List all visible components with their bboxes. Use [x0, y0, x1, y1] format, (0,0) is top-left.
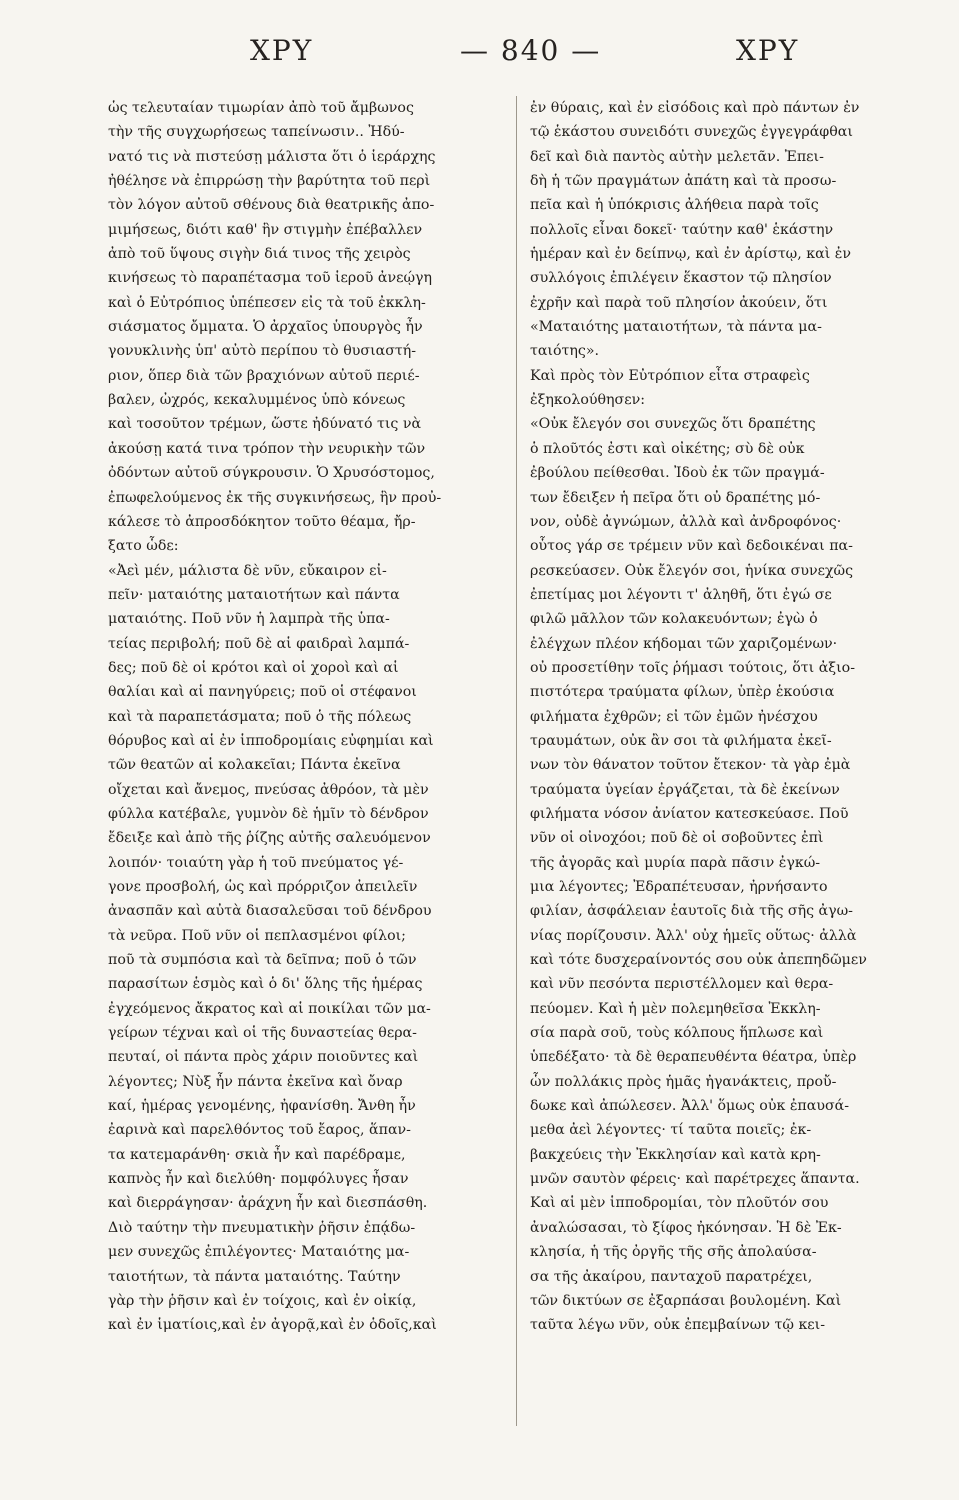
text-line: καὶ ἐν ἱματίοις,καὶ ἐν ἀγορᾷ,καὶ ἐν ὁδοῖς,καὶ — [108, 1317, 437, 1334]
text-line: ἐξηκολούθησεν: — [530, 392, 645, 409]
text-line: πολλοῖς εἶναι δοκεῖ· ταύτην καθ' ἑκάστην — [530, 221, 834, 238]
text-line: πεῖα καὶ ἡ ὑπόκρισις ἀλήθεια παρὰ τοῖς — [530, 197, 819, 214]
text-line: ἠθέλησε νὰ ἐπιρρώσῃ τὴν βαρύτητα τοῦ περὶ — [108, 173, 431, 190]
text-line: ὡς τελευταίαν τιμωρίαν ἀπὸ τοῦ ἄμβωνος — [108, 100, 414, 116]
text-line: οἴχεται καὶ ἄνεμος, πνεύσας ἀθρόον, τὰ μὲν — [108, 781, 429, 798]
text-line: ποῦ τὰ συμπόσια καὶ τὰ δεῖπνα; ποῦ ὁ τῶν — [108, 952, 417, 969]
text-line: των ἔδειξεν ἡ πεῖρα ὅτι οὐ δραπέτης μό- — [530, 489, 821, 506]
text-line: καί, ἡμέρας γενομένης, ἠφανίσθη. Ἄνθη ἦν — [108, 1098, 416, 1115]
text-line: καὶ τότε δυσχεραίνοντός σου οὐκ ἀπεπηδῶμεν — [530, 952, 867, 969]
text-line: ἐβούλου πείθεσθαι. Ἰδοὺ ἐκ τῶν πραγμά- — [530, 465, 825, 482]
text-line: γονε προσβολή, ὡς καὶ πρόρριζον ἀπειλεῖν — [108, 879, 418, 895]
text-line: βακχεύεις τὴν Ἐκκλησίαν καὶ κατὰ κρη- — [530, 1146, 821, 1163]
text-line: τὸν λόγον αὐτοῦ σθένους διὰ θεατρικῆς ἀπο- — [108, 197, 435, 214]
text-line: ἐγχεόμενος ἄκρατος καὶ αἱ ποικίλαι τῶν μα- — [108, 1000, 431, 1017]
text-line: τα κατεμαράνθη· σκιὰ ἦν καὶ παρέδραμε, — [108, 1146, 406, 1163]
text-line: λοιπόν· τοιαύτη γὰρ ἡ τοῦ πνεύματος γέ- — [108, 854, 404, 871]
text-line: πεύομεν. Καὶ ἡ μὲν πολεμηθεῖσα Ἐκκλη- — [530, 1000, 821, 1017]
header-left-keyword: ΧΡΥ — [250, 34, 314, 67]
text-line: γὰρ τὴν ῥῆσιν καὶ ἐν τοίχοις, καὶ ἐν οἰκίᾳ, — [108, 1292, 417, 1309]
left-column — [108, 96, 508, 1338]
text-line: γονυκλινὴς ὑπ' αὐτὸ περίπου τὸ θυσιαστή- — [108, 343, 417, 360]
text-line: νον, οὐδὲ ἀγνώμων, ἀλλὰ καὶ ἀνδροφόνος· — [530, 513, 842, 530]
text-line: νων τὸν θάνατον τοῦτον ἔτεκον· τὰ γὰρ ἐμὰ — [530, 757, 851, 774]
text-line: σιάσματος ὄμματα. Ὁ ἀρχαῖος ὑπουργὸς ἦν — [108, 319, 423, 336]
text-line: τῶν θεατῶν αἱ κολακεῖαι; Πάντα ἐκεῖνα — [108, 757, 401, 774]
text-line: καὶ ὁ Εὐτρόπιος ὑπέπεσεν εἰς τὰ τοῦ ἐκκλη- — [108, 294, 426, 311]
text-line: ὧν πολλάκις πρὸς ἡμᾶς ἠγανάκτεις, προὔ- — [530, 1073, 837, 1090]
text-line: νῦν οἱ οἰνοχόοι; ποῦ δὲ οἱ σοβοῦντες ἐπὶ — [530, 830, 824, 847]
text-line: πευταί, οἱ πάντα πρὸς χάριν ποιοῦντες καὶ — [108, 1049, 419, 1066]
text-line: βαλεν, ὠχρός, κεκαλυμμένος ὑπὸ κόνεως — [108, 392, 406, 409]
page-header — [100, 34, 880, 78]
text-line: λέγοντες; Νὺξ ἦν πάντα ἐκεῖνα καὶ ὄναρ — [108, 1073, 403, 1090]
text-line: ἡμέραν καὶ ἐν δείπνῳ, καὶ ἐν ἀρίστῳ, καὶ ἐν — [530, 246, 852, 263]
text-line: καὶ τὰ παραπετάσματα; ποῦ ὁ τῆς πόλεως — [108, 708, 412, 725]
text-line: σία παρὰ σοῦ, τοὺς κόλπους ἥπλωσε καὶ — [530, 1025, 824, 1042]
text-line: τῶν δικτύων σε ἐξαρπάσαι βουλομένη. Καὶ — [530, 1292, 842, 1309]
text-line: ἐλέγχων πλέον κήδομαι τῶν χαριζομένων· — [530, 635, 838, 652]
text-line: ἐπετίμας μοι λέγοντι τ' ἀληθῆ, ὅτι ἐγώ σε — [530, 586, 832, 603]
text-line: κλησία, ἡ τῆς ὀργῆς τῆς σῆς ἀπολαύσα- — [530, 1244, 817, 1261]
text-line: ριον, ὅπερ διὰ τῶν βραχιόνων αὐτοῦ περιέ- — [108, 367, 420, 384]
text-line: κάλεσε τὸ ἀπροσδόκητον τοῦτο θέαμα, ἤρ- — [108, 513, 416, 530]
text-line: ταιοτήτων, τὰ πάντα ματαιότης. Ταύτην — [108, 1268, 401, 1285]
text-line: οὗτος γάρ σε τρέμειν νῦν καὶ δεδοικέναι πα- — [530, 538, 853, 555]
text-line: τείας περιβολή; ποῦ δὲ αἱ φαιδραὶ λαμπά- — [108, 635, 410, 652]
text-line: οὐ προσετίθην τοῖς ῥήμασι τούτοις, ὅτι ἀξιο- — [530, 659, 856, 676]
text-line: Καὶ αἱ μὲν ἱπποδρομίαι, τὸν πλοῦτόν σου — [530, 1195, 829, 1212]
text-line: ἐαρινὰ καὶ παρελθόντος τοῦ ἔαρος, ἅπαν- — [108, 1122, 411, 1139]
text-line: τὰ νεῦρα. Ποῦ νῦν οἱ πεπλασμένοι φίλοι; — [108, 927, 406, 944]
right-column — [530, 96, 938, 1338]
text-line: ἐπωφελούμενος ἐκ τῆς συγκινήσεως, ἣν προὐ- — [108, 489, 442, 506]
text-line: νίας πορίζουσιν. Ἀλλ' οὐχ ἡμεῖς οὕτως· ἀλλὰ — [530, 927, 857, 944]
text-line: ἀνασπᾶν καὶ αὐτὰ διασαλεῦσαι τοῦ δένδρου — [108, 903, 432, 920]
text-line: Διὸ ταύτην τὴν πνευματικὴν ῥῆσιν ἐπᾴδω- — [108, 1219, 416, 1236]
text-line: φύλλα κατέβαλε, γυμνὸν δὲ ἡμῖν τὸ δένδρον — [108, 805, 429, 822]
text-line: καπνὸς ἦν καὶ διελύθη· πομφόλυγες ἦσαν — [108, 1171, 409, 1188]
text-line: «Ματαιότης ματαιοτήτων, τὰ πάντα μα- — [530, 319, 822, 336]
text-line: κινήσεως τὸ παραπέτασμα τοῦ ἱεροῦ ἀνεῴγη — [108, 270, 432, 287]
text-line: μια λέγοντες; Ἐδραπέτευσαν, ἠρνήσαντο — [530, 879, 828, 895]
text-line: ρεσκεύασεν. Οὐκ ἔλεγόν σοι, ἡνίκα συνεχῶς — [530, 562, 854, 579]
text-line: μεθα ἀεὶ λέγοντες· τί ταῦτα ποιεῖς; ἐκ- — [530, 1122, 812, 1139]
text-line: μεν συνεχῶς ἐπιλέγοντες· Ματαιότης μα- — [108, 1244, 410, 1261]
text-line: δὴ ἡ τῶν πραγμάτων ἀπάτη καὶ τὰ προσω- — [530, 173, 837, 190]
text-line: ἔδειξε καὶ ἀπὸ τῆς ῥίζης αὐτῆς σαλευόμενον — [108, 830, 431, 847]
text-line: «Οὐκ ἔλεγόν σοι συνεχῶς ὅτι δραπέτης — [530, 416, 816, 433]
text-line: φιλίαν, ἀσφάλειαν ἑαυτοῖς διὰ τῆς σῆς ἀγω- — [530, 903, 853, 920]
text-line: Καὶ πρὸς τὸν Εὐτρόπιον εἶτα στραφεὶς — [530, 367, 810, 384]
text-line: «Ἀεὶ μέν, μάλιστα δὲ νῦν, εὔκαιρον εἰ- — [108, 562, 387, 579]
text-line: τῷ ἑκάστου συνειδότι συνεχῶς ἐγγεγράφθαι — [530, 124, 853, 141]
text-line: καὶ νῦν πεσόντα περιστέλλομεν καὶ θερα- — [530, 976, 834, 993]
text-line: παρασίτων ἑσμὸς καὶ ὁ δι' ὅλης τῆς ἡμέρας — [108, 976, 423, 993]
text-line: πεῖν· ματαιότης ματαιοτήτων καὶ πάντα — [108, 586, 400, 603]
text-line: ἀναλώσασαι, τὸ ξίφος ἠκόνησαν. Ἡ δὲ Ἐκ- — [530, 1219, 842, 1236]
text-line: φιλήματα ἐχθρῶν; εἰ τῶν ἐμῶν ἠνέσχου — [530, 708, 818, 725]
text-line: φιλήματα νόσον ἀνίατον κατεσκεύασε. Ποῦ — [530, 805, 849, 822]
text-line: δωκε καὶ ἀπώλεσεν. Ἀλλ' ὅμως οὐκ ἐπαυσά- — [530, 1098, 850, 1115]
text-line: καὶ διερράγησαν· ἀράχνη ἦν καὶ διεσπάσθη. — [108, 1195, 428, 1212]
text-line: ματαιότης. Ποῦ νῦν ἡ λαμπρὰ τῆς ὑπα- — [108, 611, 390, 628]
text-line: ἀκούσῃ κατά τινα τρόπον τὴν νευρικὴν τῶν — [108, 440, 426, 457]
text-line: ταῦτα λέγω νῦν, οὐκ ἐπεμβαίνων τῷ κει- — [530, 1317, 826, 1334]
text-line: δες; ποῦ δὲ οἱ κρότοι καὶ οἱ χοροὶ καὶ αἱ — [108, 659, 399, 676]
text-line: καὶ τοσοῦτον τρέμων, ὥστε ἠδύνατό τις νὰ — [108, 416, 422, 433]
text-line: δεῖ καὶ διὰ παντὸς αὐτὴν μελετᾶν. Ἐπει- — [530, 148, 824, 165]
text-line: φιλῶ μᾶλλον τῶν κολακευόντων; ἐγὼ ὁ — [530, 611, 818, 628]
text-line: τραύματα ὑγείαν ἐργάζεται, τὰ δὲ ἐκείνων — [530, 781, 840, 798]
text-line: συλλόγοις ἐπιλέγειν ἕκαστον τῷ πλησίον — [530, 270, 832, 287]
text-line: ξατο ὧδε: — [108, 538, 179, 555]
header-right-keyword: ΧΡΥ — [736, 34, 800, 67]
text-line: θόρυβος καὶ αἱ ἐν ἱπποδρομίαις εὐφημίαι καὶ — [108, 732, 434, 749]
text-line: ἐχρῆν καὶ παρὰ τοῦ πλησίον ἀκούειν, ὅτι — [530, 294, 828, 311]
text-line: θαλίαι καὶ αἱ πανηγύρεις; ποῦ οἱ στέφανοι — [108, 684, 417, 701]
text-line: ὑπεδέξατο· τὰ δὲ θεραπευθέντα θέατρα, ὑπὲρ — [530, 1049, 857, 1066]
text-line: γείρων τέχναι καὶ οἱ τῆς δυναστείας θερα- — [108, 1025, 417, 1042]
column-divider — [516, 96, 517, 1426]
text-line: τὴν τῆς συγχωρήσεως ταπείνωσιν.. Ἠδύ- — [108, 124, 405, 141]
text-line: τραυμάτων, οὐκ ἂν σοι τὰ φιλήματα ἐκεῖ- — [530, 732, 832, 749]
text-line: μιμήσεως, διότι καθ' ἣν στιγμὴν ἐπέβαλλεν — [108, 221, 423, 238]
text-line: πιστότερα τραύματα φίλων, ὑπὲρ ἑκούσια — [530, 684, 835, 701]
text-line: μνῶν σαυτὸν φέρεις· καὶ παρέτρεχες ἅπαντα. — [530, 1171, 860, 1188]
text-line: νατό τις νὰ πιστεύσῃ μάλιστα ὅτι ὁ ἱεράρχης — [108, 148, 436, 165]
text-line: ἐν θύραις, καὶ ἐν εἰσόδοις καὶ πρὸ πάντων ἐν — [530, 100, 860, 116]
text-line: ταιότης». — [530, 343, 600, 360]
text-line: ἀπὸ τοῦ ὕψους σιγὴν διά τινος τῆς χειρὸς — [108, 246, 411, 263]
text-line: ὁ πλοῦτός ἐστι καὶ οἰκέτης; σὺ δὲ οὐκ — [530, 440, 805, 457]
text-line: ὀδόντων αὐτοῦ σύγκρουσιν. Ὁ Χρυσόστομος, — [108, 465, 435, 482]
text-line: σα τῆς ἀκαίρου, πανταχοῦ παρατρέχει, — [530, 1268, 813, 1285]
page-number: — 840 — — [460, 34, 602, 67]
text-line: τῆς ἀγορᾶς καὶ μυρία παρὰ πᾶσιν ἐγκώ- — [530, 854, 821, 871]
